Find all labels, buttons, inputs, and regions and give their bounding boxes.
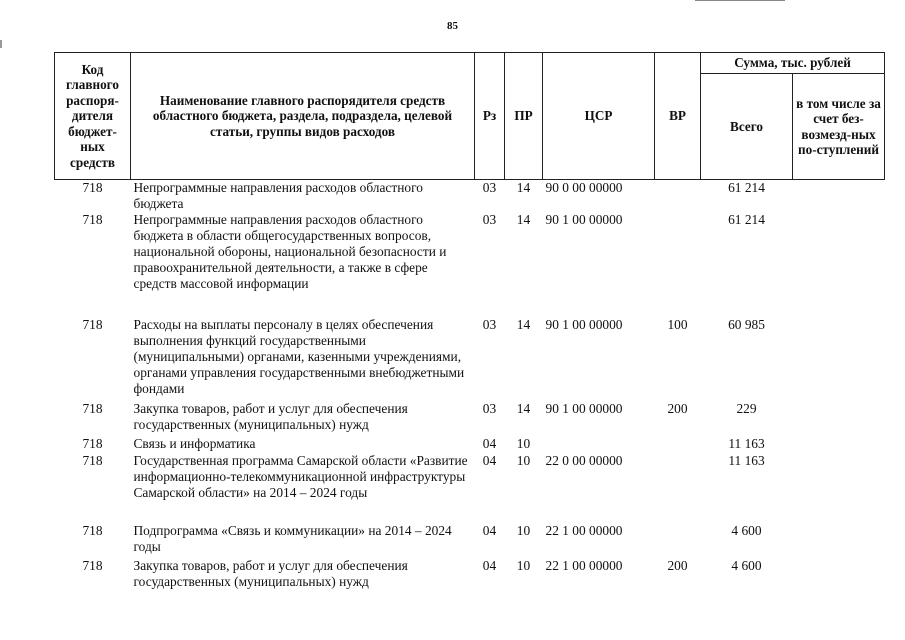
cell-pr: 14 [516,317,531,332]
cell-total: 60 985 [728,317,765,332]
table-row [55,401,885,436]
cell-pr: 14 [516,212,531,227]
cell-code: 718 [82,180,103,195]
cell-gratuitous [793,317,885,401]
cell-rz: 04 [482,453,497,468]
cell-vr [655,523,701,558]
cell-code: 718 [82,436,103,451]
table-row [55,317,885,401]
cell-csr: 90 1 00 00000 [545,317,623,332]
header-name: Наименование главного распорядителя средств областного бюджета, раздела, подраздела, целевой статьи, группы видов расходов [131,53,475,180]
cell-code: 718 [82,317,103,332]
cell-rz: 03 [482,180,497,195]
cell-vr: 100 [667,317,688,332]
cell-vr [655,436,701,453]
cell-pr: 10 [516,558,531,573]
cell-name: Непрограммные направления расходов областного бюджета в области общегосударственных вопросов, национальной обороны, национальной безопасности и правоохранительной деятельности, а также в сфере средств массовой информации [133,212,447,291]
top-edge-line [695,0,785,1]
cell-csr: 90 1 00 00000 [545,212,623,227]
cell-csr: 90 1 00 00000 [545,401,623,416]
cell-csr: 22 1 00 00000 [545,558,623,573]
header-sum: Сумма, тыс. рублей [701,53,885,74]
cell-total: 4 600 [731,558,762,573]
cell-total: 11 163 [728,453,765,468]
scan-edge-mark [0,40,2,48]
header-csr: ЦСР [543,53,655,180]
cell-csr: 22 1 00 00000 [545,523,623,538]
cell-total: 4 600 [731,523,762,538]
cell-pr: 10 [516,436,531,451]
header-vr: ВР [655,53,701,180]
cell-code: 718 [82,558,103,573]
cell-gratuitous [793,523,885,558]
cell-rz: 03 [482,212,497,227]
cell-rz: 04 [482,523,497,538]
cell-rz: 04 [482,558,497,573]
header-gratuitous: в том числе за счет без-возмезд-ных по-ступлений [793,74,885,180]
cell-gratuitous [793,180,885,213]
table-row [55,558,885,593]
cell-vr: 200 [667,558,688,573]
table-row [55,212,885,317]
cell-vr: 200 [667,401,688,416]
cell-vr [655,212,701,317]
table-row [55,180,885,213]
cell-pr: 10 [516,523,531,538]
cell-total: 11 163 [728,436,765,451]
cell-vr [655,453,701,523]
page-number: 85 [447,20,458,32]
table-row [55,453,885,523]
cell-pr: 10 [516,453,531,468]
cell-gratuitous [793,558,885,593]
cell-code: 718 [82,212,103,227]
cell-total: 229 [736,401,757,416]
cell-code: 718 [82,401,103,416]
cell-rz: 03 [482,317,497,332]
cell-gratuitous [793,212,885,317]
cell-name: Расходы на выплаты персоналу в целях обеспечения выполнения функций государственными (муниципальными) органами, казенными учреждениями, органами управления государственными внебюджетными фондами [133,317,465,396]
header-total: Всего [701,74,793,180]
cell-csr [543,436,655,453]
cell-total: 61 214 [728,212,765,227]
cell-gratuitous [793,401,885,436]
header-pr: ПР [505,53,543,180]
budget-table [54,52,885,593]
cell-rz: 03 [482,401,497,416]
cell-name: Государственная программа Самарской области «Развитие информационно-телекоммуникационной инфраструктуры Самарской области» на 2014 – 2024 годы [133,453,468,500]
cell-csr: 90 0 00 00000 [545,180,623,195]
header-rz: Рз [475,53,505,180]
cell-pr: 14 [516,401,531,416]
cell-total: 61 214 [728,180,765,195]
cell-gratuitous [793,436,885,453]
cell-gratuitous [793,453,885,523]
cell-pr: 14 [516,180,531,195]
cell-rz: 04 [482,436,497,451]
cell-code: 718 [82,453,103,468]
cell-name: Подпрограмма «Связь и коммуникации» на 2014 – 2024 годы [133,523,452,554]
cell-vr [655,180,701,213]
table-row [55,523,885,558]
cell-name: Закупка товаров, работ и услуг для обеспечения государственных (муниципальных) нужд [133,401,408,432]
cell-code: 718 [82,523,103,538]
header-code: Код главного распоря-дителя бюджет-ных средств [55,53,131,180]
cell-name: Непрограммные направления расходов областного бюджета [133,180,423,211]
cell-name: Связь и информатика [133,436,256,451]
cell-name: Закупка товаров, работ и услуг для обеспечения государственных (муниципальных) нужд [133,558,408,589]
cell-csr: 22 0 00 00000 [545,453,623,468]
table-row [55,436,885,453]
